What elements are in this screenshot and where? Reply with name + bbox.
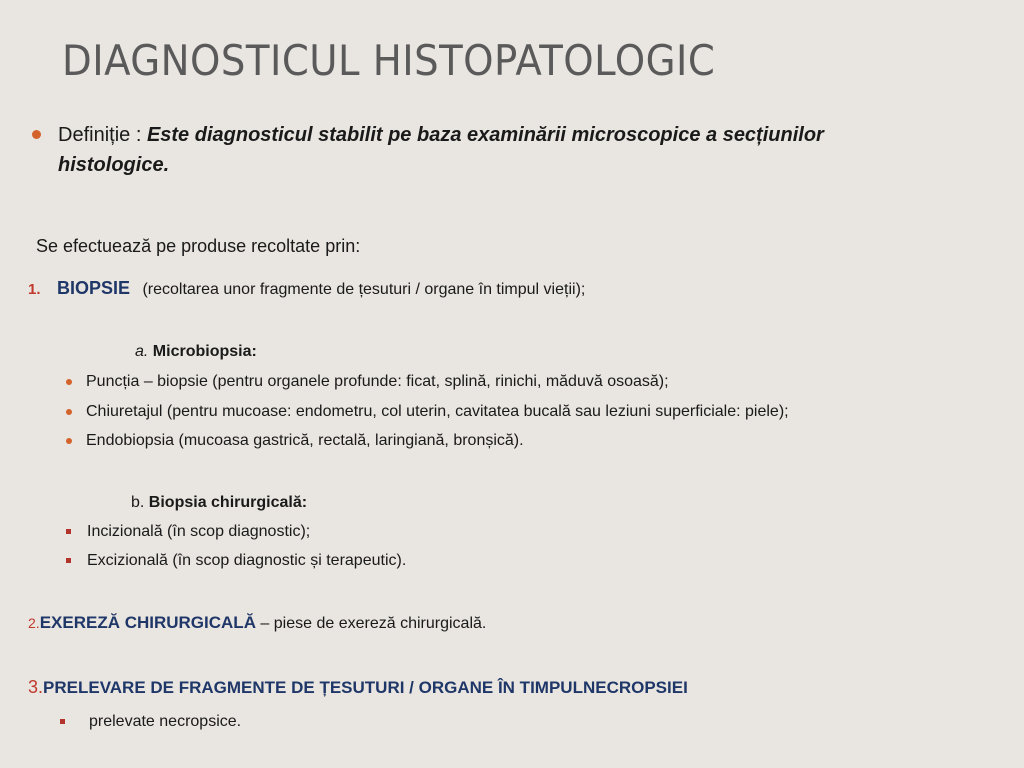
section2-heading: EXEREZĂ CHIRURGICALĂ bbox=[39, 613, 256, 632]
sub-a-letter: a. bbox=[135, 343, 149, 360]
square-bullet-icon bbox=[66, 558, 71, 563]
page-title: DIAGNOSTICUL HISTOPATOLOGIC bbox=[62, 36, 716, 85]
sub-a-heading: Microbiopsia: bbox=[152, 343, 257, 360]
list-item-text: Puncția – biopsie (pentru organele profunde: ficat, splină, rinichi, măduvă osoasă); bbox=[86, 373, 669, 390]
list-item-text: Excizională (în scop diagnostic și terapeutic). bbox=[87, 552, 407, 569]
section1-number: 1. bbox=[28, 281, 41, 298]
sub-b-letter: b. bbox=[131, 494, 145, 511]
sub-b-line bbox=[131, 494, 307, 512]
list-item bbox=[66, 552, 406, 570]
bullet-dot-icon bbox=[66, 379, 72, 385]
bullet-dot-icon bbox=[32, 130, 41, 139]
square-bullet-icon bbox=[60, 719, 65, 724]
list-item-text: Chiuretajul (pentru mucoase: endometru, col uterin, cavitatea bucală sau leziuni superficiale: piele); bbox=[86, 403, 789, 420]
list-item-text: Endobiopsia (mucoasa gastrică, rectală, laringiană, bronșică). bbox=[86, 432, 524, 449]
list-item bbox=[60, 713, 241, 731]
definition-label: Definiție : bbox=[58, 124, 147, 146]
sub-a-line bbox=[135, 343, 257, 361]
list-item bbox=[66, 523, 310, 541]
section1-desc: (recoltarea unor fragmente de țesuturi / organe în timpul vieții); bbox=[142, 281, 586, 298]
intro-text: Se efectuează pe produse recoltate prin: bbox=[36, 236, 361, 256]
definition-text: Este diagnosticul stabilit pe baza examinării microscopice a secțiunilor histologice. bbox=[58, 124, 824, 176]
section3-number: 3. bbox=[28, 677, 44, 697]
bullet-dot-icon bbox=[66, 409, 72, 415]
bullet-dot-icon bbox=[66, 438, 72, 444]
section2-number: 2. bbox=[28, 615, 40, 631]
list-item bbox=[66, 432, 524, 450]
list-item-text: Incizională (în scop diagnostic); bbox=[87, 523, 311, 540]
section2-desc: – piese de exereză chirurgicală. bbox=[255, 615, 487, 632]
sub-b-heading: Biopsia chirurgicală: bbox=[148, 494, 308, 511]
definition-block bbox=[32, 120, 932, 180]
section3-heading: PRELEVARE DE FRAGMENTE DE ȚESUTURI / ORGANE ÎN TIMPULNECROPSIEI bbox=[43, 678, 688, 697]
section2-line bbox=[28, 613, 486, 633]
section3-line bbox=[28, 677, 688, 698]
square-bullet-icon bbox=[66, 529, 71, 534]
list-item bbox=[66, 403, 789, 421]
list-item-text: prelevate necropsice. bbox=[89, 713, 242, 730]
section1-heading: BIOPSIE bbox=[56, 278, 130, 298]
section1-line bbox=[28, 278, 585, 299]
list-item bbox=[66, 373, 669, 391]
